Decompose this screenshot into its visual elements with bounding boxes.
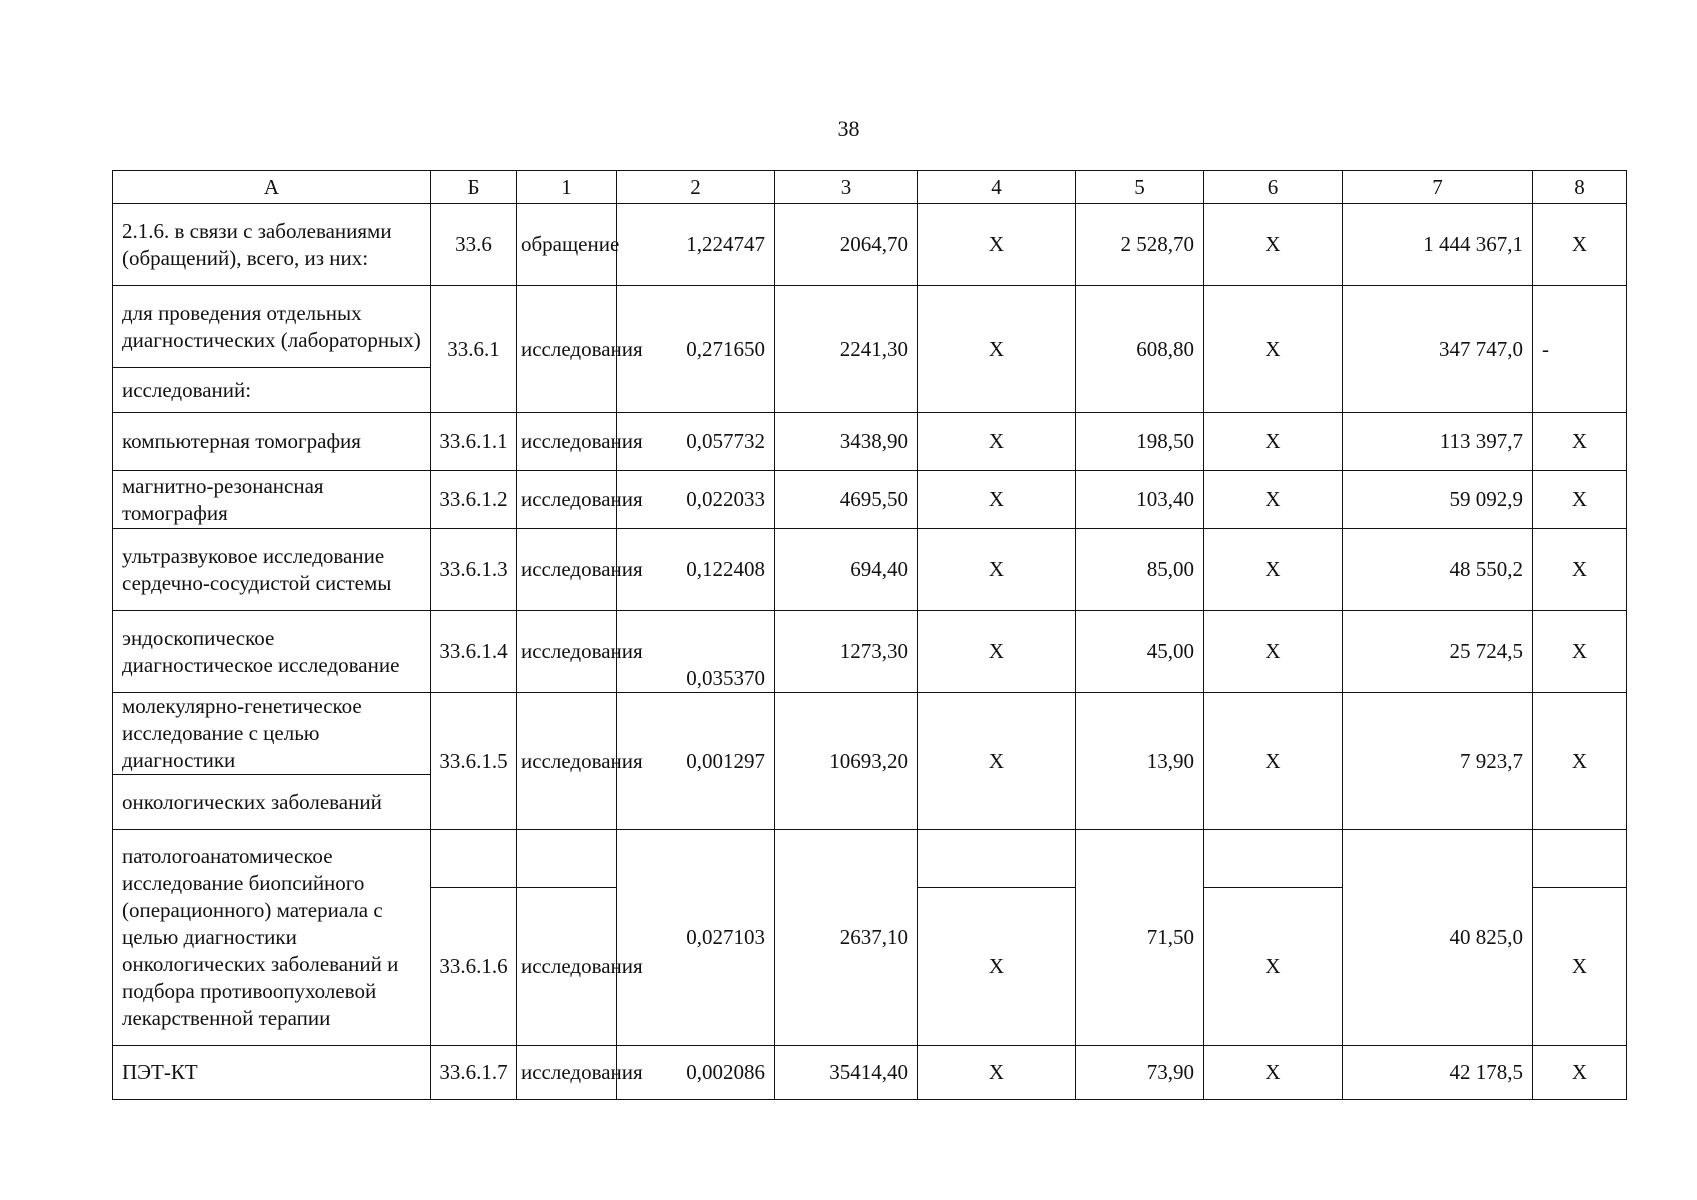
cell-col-4: Х bbox=[918, 286, 1076, 413]
row-name: магнитно-резонансная томография bbox=[113, 471, 431, 529]
table-row bbox=[113, 529, 1627, 611]
cell-col-4: Х bbox=[918, 888, 1076, 1046]
cell-col-8: Х bbox=[1533, 413, 1627, 471]
cell-col-3: 4695,50 bbox=[775, 471, 918, 529]
data-table bbox=[112, 170, 1627, 1100]
cell-col-7: 7 923,7 bbox=[1343, 693, 1533, 830]
cell-col-3: 3438,90 bbox=[775, 413, 918, 471]
cell-col-8: Х bbox=[1533, 693, 1627, 830]
cell-col-2: 0,122408 bbox=[617, 529, 775, 611]
row-code: 33.6.1.7 bbox=[431, 1046, 517, 1100]
row-name: 2.1.6. в связи с заболеваниями (обращений), всего, из них: bbox=[113, 204, 431, 286]
cell-col-5: 608,80 bbox=[1076, 286, 1204, 413]
row-unit: исследования bbox=[517, 529, 617, 611]
row-code: 33.6.1.6 bbox=[431, 888, 517, 1046]
cell-col-5: 198,50 bbox=[1076, 413, 1204, 471]
row-name: эндоскопическое диагностическое исследование bbox=[113, 611, 431, 693]
row-unit: исследования bbox=[517, 611, 617, 693]
row-code: 33.6.1.1 bbox=[431, 413, 517, 471]
cell-col-4: Х bbox=[918, 413, 1076, 471]
cell-col-2: 0,022033 bbox=[617, 471, 775, 529]
row-code: 33.6.1 bbox=[431, 286, 517, 413]
row-unit: исследования bbox=[517, 471, 617, 529]
cell-col-5: 71,50 bbox=[1076, 830, 1204, 1046]
table-row bbox=[113, 471, 1627, 529]
cell-col-7: 1 444 367,1 bbox=[1343, 204, 1533, 286]
row-code: 33.6 bbox=[431, 204, 517, 286]
header-cell: 5 bbox=[1076, 171, 1204, 204]
header-cell: 1 bbox=[517, 171, 617, 204]
cell-col-7: 347 747,0 bbox=[1343, 286, 1533, 413]
cell-col-2: 0,027103 bbox=[617, 830, 775, 1046]
cell-col-8: Х bbox=[1533, 888, 1627, 1046]
header-cell: 2 bbox=[617, 171, 775, 204]
table-row bbox=[113, 611, 1627, 693]
header-cell: 3 bbox=[775, 171, 918, 204]
table-row bbox=[113, 693, 1627, 775]
empty-cell bbox=[1533, 830, 1627, 888]
row-name: ультразвуковое исследование сердечно-сосудистой системы bbox=[113, 529, 431, 611]
page-number: 38 bbox=[837, 116, 860, 141]
cell-col-5: 73,90 bbox=[1076, 1046, 1204, 1100]
header-cell: 7 bbox=[1343, 171, 1533, 204]
row-name: для проведения отдельных диагностических (лабораторных) bbox=[113, 286, 431, 368]
cell-col-6: Х bbox=[1204, 529, 1343, 611]
row-name: патологоанатомическое исследование биопсийного (операционного) материала с целью диагностики онкологических заболеваний и подбора противоопухолевой лекарственной терапии bbox=[113, 830, 431, 1046]
cell-col-7: 25 724,5 bbox=[1343, 611, 1533, 693]
cell-col-8: Х bbox=[1533, 611, 1627, 693]
cell-col-4: Х bbox=[918, 471, 1076, 529]
cell-col-2: 0,271650 bbox=[617, 286, 775, 413]
cell-col-7: 113 397,7 bbox=[1343, 413, 1533, 471]
cell-col-6: Х bbox=[1204, 413, 1343, 471]
row-unit: исследования bbox=[517, 413, 617, 471]
cell-col-6: Х bbox=[1204, 471, 1343, 529]
table-row bbox=[113, 286, 1627, 368]
cell-col-8: Х bbox=[1533, 529, 1627, 611]
row-code: 33.6.1.3 bbox=[431, 529, 517, 611]
cell-col-7: 48 550,2 bbox=[1343, 529, 1533, 611]
header-cell: Б bbox=[431, 171, 517, 204]
cell-col-2: 0,002086 bbox=[617, 1046, 775, 1100]
cell-col-7: 40 825,0 bbox=[1343, 830, 1533, 1046]
cell-col-6: Х bbox=[1204, 888, 1343, 1046]
cell-col-3: 2064,70 bbox=[775, 204, 918, 286]
header-cell: 8 bbox=[1533, 171, 1627, 204]
cell-col-6: Х bbox=[1204, 611, 1343, 693]
header-cell: А bbox=[113, 171, 431, 204]
row-unit: исследования bbox=[517, 693, 617, 830]
empty-cell bbox=[918, 830, 1076, 888]
cell-col-2: 0,035370 bbox=[617, 611, 775, 693]
row-unit: исследования bbox=[517, 286, 617, 413]
cell-col-5: 103,40 bbox=[1076, 471, 1204, 529]
row-name: компьютерная томография bbox=[113, 413, 431, 471]
table-row bbox=[113, 413, 1627, 471]
cell-col-4: Х bbox=[918, 529, 1076, 611]
cell-col-6: Х bbox=[1204, 1046, 1343, 1100]
table-row bbox=[113, 204, 1627, 286]
cell-col-7: 42 178,5 bbox=[1343, 1046, 1533, 1100]
cell-col-5: 45,00 bbox=[1076, 611, 1204, 693]
cell-col-6: Х bbox=[1204, 693, 1343, 830]
header-cell: 4 bbox=[918, 171, 1076, 204]
cell-col-3: 694,40 bbox=[775, 529, 918, 611]
row-code: 33.6.1.5 bbox=[431, 693, 517, 830]
cell-col-2: 1,224747 bbox=[617, 204, 775, 286]
row-code: 33.6.1.2 bbox=[431, 471, 517, 529]
table-row bbox=[113, 1046, 1627, 1100]
cell-col-2: 0,001297 bbox=[617, 693, 775, 830]
table-header-row bbox=[113, 171, 1627, 204]
cell-col-8: Х bbox=[1533, 471, 1627, 529]
cell-col-4: Х bbox=[918, 1046, 1076, 1100]
row-unit: исследования bbox=[517, 1046, 617, 1100]
cell-col-8: Х bbox=[1533, 204, 1627, 286]
row-name: ПЭТ-КТ bbox=[113, 1046, 431, 1100]
row-name-continuation: онкологических заболеваний bbox=[113, 775, 431, 830]
cell-col-4: Х bbox=[918, 204, 1076, 286]
empty-cell bbox=[431, 830, 517, 888]
row-code: 33.6.1.4 bbox=[431, 611, 517, 693]
cell-col-3: 1273,30 bbox=[775, 611, 918, 693]
empty-cell bbox=[517, 830, 617, 888]
header-cell: 6 bbox=[1204, 171, 1343, 204]
cell-col-8: Х bbox=[1533, 1046, 1627, 1100]
cell-col-3: 2637,10 bbox=[775, 830, 918, 1046]
row-unit: исследования bbox=[517, 888, 617, 1046]
cell-col-4: Х bbox=[918, 611, 1076, 693]
table-row bbox=[113, 830, 1627, 888]
row-name: молекулярно-генетическое исследование с целью диагностики bbox=[113, 693, 431, 775]
cell-col-8: - bbox=[1533, 286, 1627, 413]
cell-col-7: 59 092,9 bbox=[1343, 471, 1533, 529]
cell-col-3: 2241,30 bbox=[775, 286, 918, 413]
cell-col-3: 35414,40 bbox=[775, 1046, 918, 1100]
cell-col-2: 0,057732 bbox=[617, 413, 775, 471]
cell-col-3: 10693,20 bbox=[775, 693, 918, 830]
cell-col-4: Х bbox=[918, 693, 1076, 830]
cell-col-6: Х bbox=[1204, 286, 1343, 413]
row-name-continuation: исследований: bbox=[113, 368, 431, 413]
cell-col-5: 2 528,70 bbox=[1076, 204, 1204, 286]
cell-col-5: 13,90 bbox=[1076, 693, 1204, 830]
cell-col-5: 85,00 bbox=[1076, 529, 1204, 611]
empty-cell bbox=[1204, 830, 1343, 888]
row-unit: обращение bbox=[517, 204, 617, 286]
cell-col-6: Х bbox=[1204, 204, 1343, 286]
